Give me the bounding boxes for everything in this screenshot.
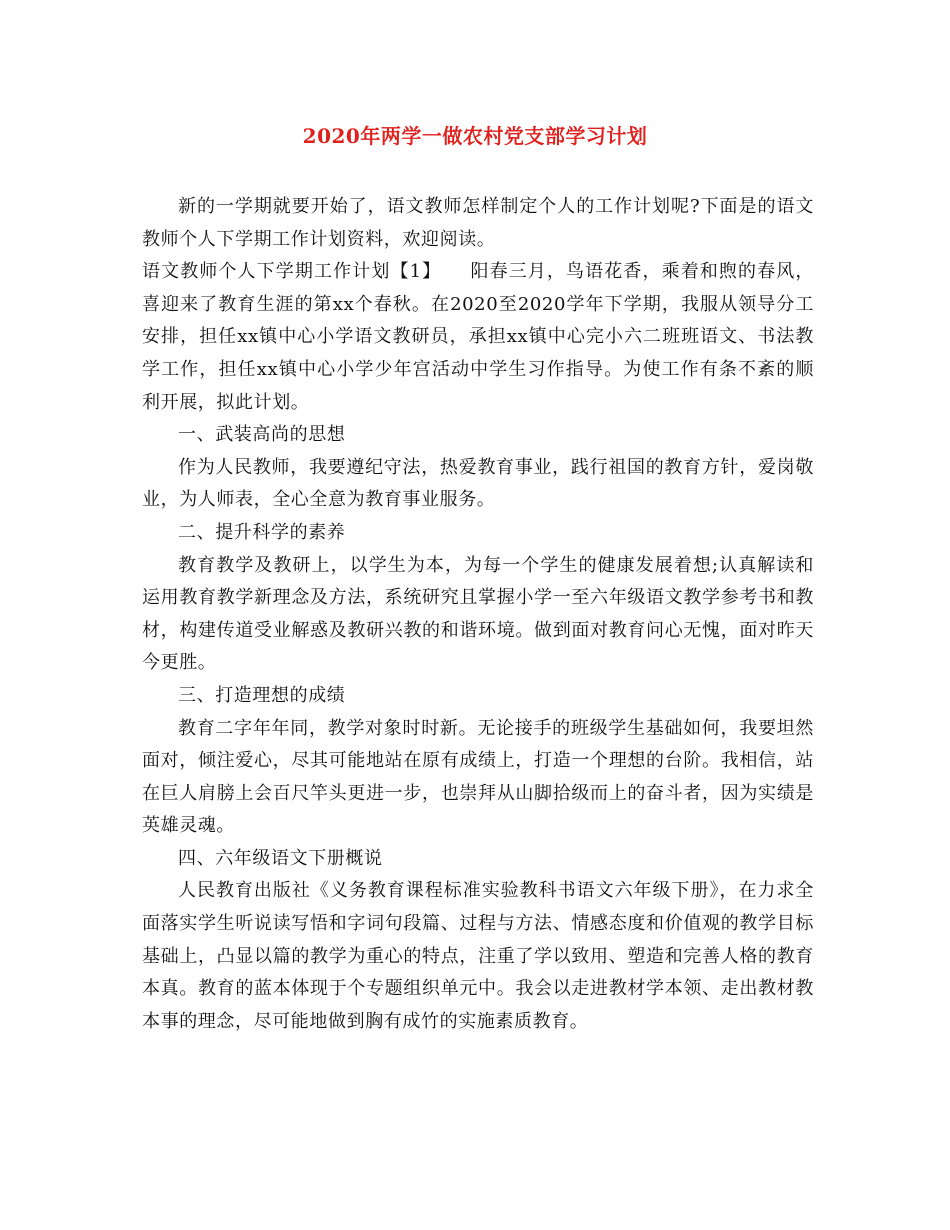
paragraph-section-4: 人民教育出版社《义务教育课程标准实验教科书语文六年级下册》，在力求全面落实学生听说读写悟和字词句段篇、过程与方法、情感态度和价值观的教学目标基础上，凸显以篇的教学为重心的特点，注重了学以致用、塑造和完善人格的教育本真。教育的蓝本体现于个专题组织单元中。我会以走进教材学本领、走出教材教本事的理念，尽可能地做到胸有成竹的实施素质教育。 xyxy=(142,880,814,1032)
paragraph-plan-opening: 语文教师个人下学期工作计划【1】 阳春三月，鸟语花香，乘着和煦的春风，喜迎来了教育生涯的第xx个春秋。在2020至2020学年下学期，我服从领导分工安排，担任xx镇中心小学语文教研员，承担xx镇中心完小六二班班语文、书法教学工作，担任xx镇中心小学少年宫活动中学生习作指导。为使工作有条不紊的顺利开展，拟此计划。 xyxy=(142,261,814,413)
section-heading-1: 一、武装高尚的思想 xyxy=(178,424,346,446)
document-body xyxy=(142,191,814,1038)
paragraph-section-1: 作为人民教师，我要遵纪守法，热爱教育事业，践行祖国的教育方针，爱岗敬业，为人师表，全心全意为教育事业服务。 xyxy=(142,456,814,511)
section-heading-2: 二、提升科学的素养 xyxy=(178,521,346,543)
paragraph-section-2: 教育教学及教研上，以学生为本，为每一个学生的健康发展着想;认真解读和运用教育教学新理念及方法，系统研究且掌握小学一至六年级语文教学参考书和教材，构建传道受业解惑及教研兴教的和谐环境。做到面对教育问心无愧，面对昨天今更胜。 xyxy=(142,554,814,674)
document-title: 2020年两学一做农村党支部学习计划 xyxy=(302,124,648,148)
paragraph-intro: 新的一学期就要开始了，语文教师怎样制定个人的工作计划呢?下面是的语文教师个人下学期工作计划资料，欢迎阅读。 xyxy=(142,196,814,250)
section-heading-3: 三、打造理想的成绩 xyxy=(178,684,346,706)
paragraph-section-3: 教育二字年年同，教学对象时时新。无论接手的班级学生基础如何，我要坦然面对，倾注爱心，尽其可能地站在原有成绩上，打造一个理想的台阶。我相信，站在巨人肩膀上会百尺竿头更进一步，也崇拜从山脚拾级而上的奋斗者，因为实绩是英雄灵魂。 xyxy=(142,717,814,837)
section-heading-4: 四、六年级语文下册概说 xyxy=(178,847,383,869)
